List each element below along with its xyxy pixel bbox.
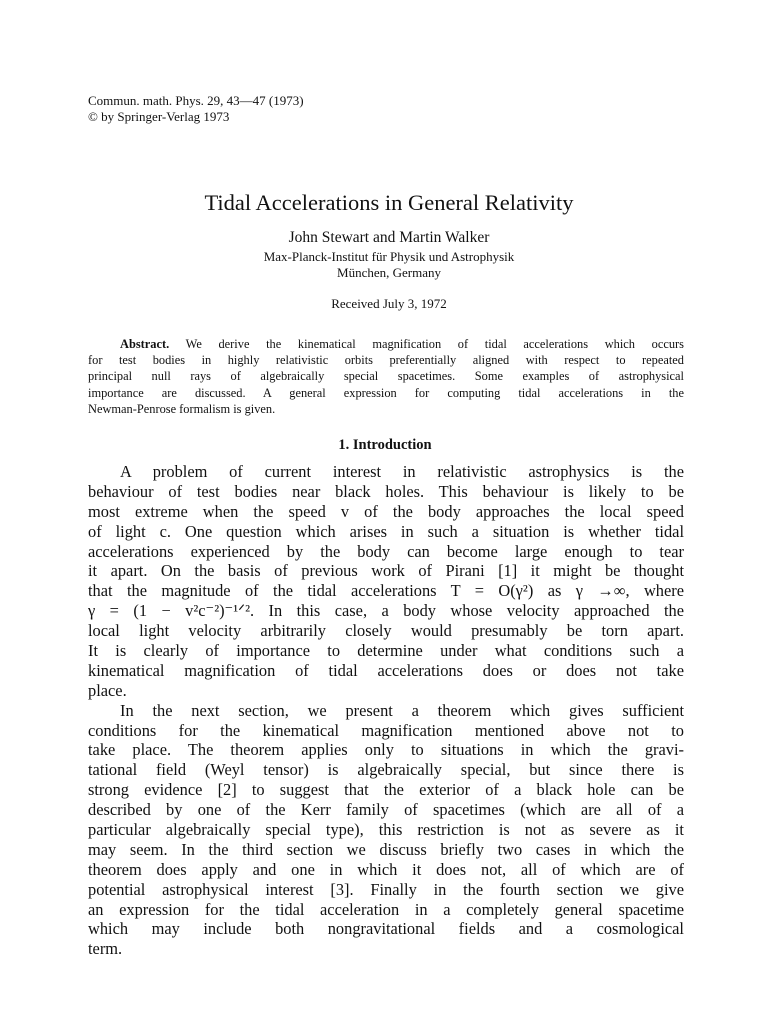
journal-header (88, 93, 304, 125)
abstract-label: Abstract. (120, 337, 170, 351)
body-line: behaviour of test bodies near black holes. This behaviour is likely to be (88, 481, 684, 501)
body-line: kinematical magnification of tidal accelerations does or does not take (88, 660, 684, 680)
abstract-line: principal null rays of algebraically special spacetimes. Some examples of astrophysical (88, 369, 684, 384)
section-heading: 1. Introduction (338, 437, 432, 453)
copyright-line: © by Springer-Verlag 1973 (88, 109, 230, 124)
body-line: accelerations experienced by the body can become large enough to tear (88, 541, 684, 561)
body-line: it apart. On the basis of previous work of Pirani [1] it might be thought (88, 561, 684, 581)
body-line: most extreme when the speed v of the body approaches the local speed (88, 501, 684, 521)
body-line: that the magnitude of the tidal accelerations T = O(γ²) as γ →∞, where (88, 581, 684, 601)
journal-citation: Commun. math. Phys. 29, 43—47 (1973) (88, 93, 304, 108)
body-line: γ = (1 − v²c⁻²)⁻¹ᐟ². In this case, a body whose velocity approached the (88, 601, 684, 621)
body-line: which may include both nongravitational fields and a cosmological (88, 919, 684, 939)
body-line: conditions for the kinematical magnification mentioned above not to (88, 720, 684, 740)
abstract (88, 336, 684, 417)
body-line: place. (88, 680, 127, 700)
body-line: take place. The theorem applies only to situations in which the gravi- (88, 740, 684, 760)
abstract-line: Newman-Penrose formalism is given. (88, 401, 276, 416)
abstract-text: We derive the kinematical magnification of tidal accelerations which occurs (169, 337, 684, 351)
body-line: described by one of the Kerr family of spacetimes (which are all of a (88, 800, 684, 820)
body-line: strong evidence [2] to suggest that the exterior of a black hole can be (88, 780, 684, 800)
body-line: an expression for the tidal acceleration in a completely general spacetime (88, 899, 684, 919)
paper-title: Tidal Accelerations in General Relativity (204, 190, 574, 215)
received-date: Received July 3, 1972 (331, 296, 447, 311)
body-line: of light c. One question which arises in such a situation is whether tidal (88, 521, 684, 541)
affiliation-location: München, Germany (337, 265, 441, 280)
body-line: theorem does apply and one in which it does not, all of which are of (88, 859, 684, 879)
affiliation-institute: Max-Planck-Institut für Physik und Astrophysik (263, 249, 515, 264)
body-line: A problem of current interest in relativistic astrophysics is the (120, 462, 684, 481)
body-line: tational field (Weyl tensor) is algebraically special, but since there is (88, 760, 684, 780)
abstract-line: importance are discussed. A general expression for computing tidal accelerations in the (88, 385, 684, 400)
paper-authors: John Stewart and Martin Walker (288, 229, 490, 246)
body-line: In the next section, we present a theorem which gives sufficient (120, 700, 684, 720)
abstract-line: for test bodies in highly relativistic orbits preferentially aligned with respect to repeated (88, 353, 684, 368)
body-line: particular algebraically special type), this restriction is not as severe as it (88, 820, 684, 840)
affiliation (0, 249, 768, 281)
abstract-line (88, 336, 684, 352)
body-line: may seem. In the third section we discuss briefly two cases in which the (88, 839, 684, 859)
section-body (88, 462, 684, 959)
body-line: term. (88, 939, 123, 959)
body-line: It is clearly of importance to determine under what conditions such a (88, 641, 684, 661)
body-line: potential astrophysical interest [3]. Finally in the fourth section we give (88, 879, 684, 899)
body-line: local light velocity arbitrarily closely would presumably be torn apart. (88, 621, 684, 641)
